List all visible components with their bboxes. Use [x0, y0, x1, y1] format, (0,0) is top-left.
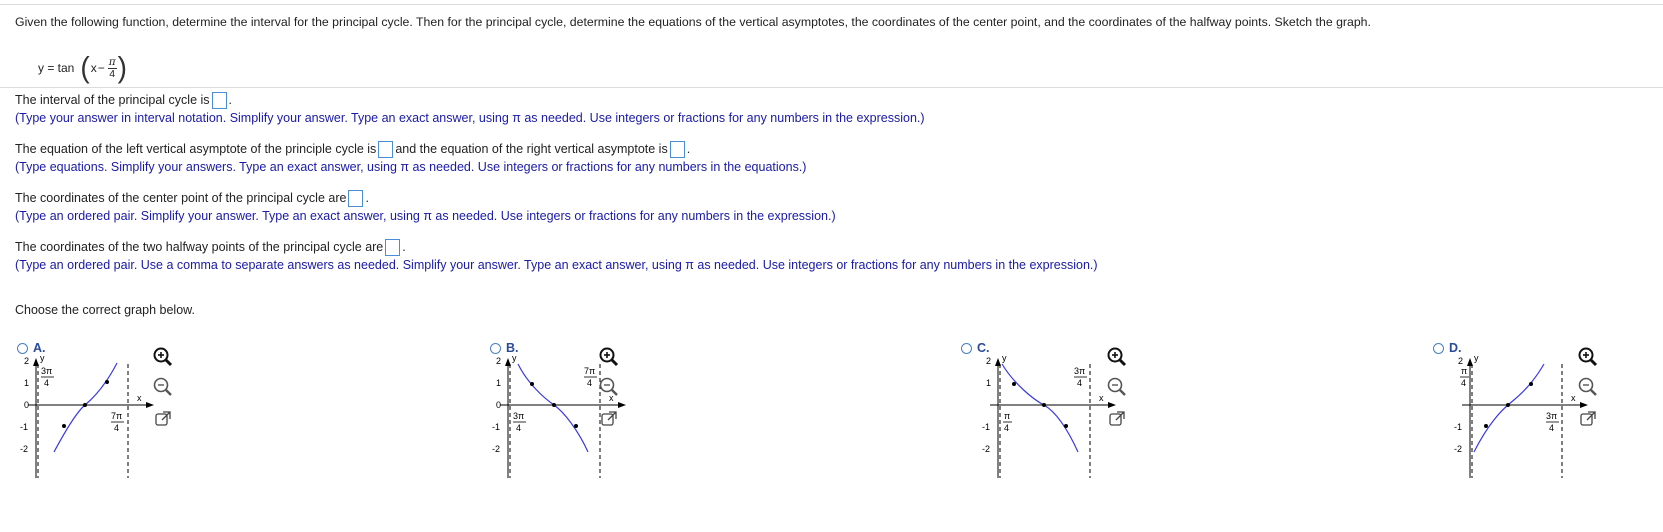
graph-b-ytick-neg2: -2: [492, 444, 501, 454]
top-divider: [0, 4, 1663, 5]
graph-a-ytick-neg2: -2: [20, 444, 29, 454]
function-minus: −: [97, 61, 105, 75]
zoom-in-icon[interactable]: [598, 346, 620, 368]
graph-c-frac-right-num: 3π: [1074, 366, 1086, 376]
graph-b-ylabel: y: [512, 353, 517, 363]
zoom-out-icon[interactable]: [598, 376, 620, 398]
graph-c: [982, 353, 1116, 478]
graph-b-ytick-neg1: -1: [492, 422, 501, 432]
halfway-period: .: [402, 240, 406, 254]
graph-c-ytick-2: 2: [986, 356, 992, 366]
option-d-label: D.: [1449, 341, 1462, 355]
option-d[interactable]: [1433, 341, 1462, 355]
graph-d-frac-right-num: 3π: [1546, 411, 1558, 421]
popout-icon[interactable]: [152, 408, 174, 430]
radio-a[interactable]: [17, 343, 28, 354]
function-expression: [38, 50, 128, 86]
option-c[interactable]: [961, 341, 990, 355]
graph-a-ytick-2: 2: [24, 356, 30, 366]
zoom-in-icon[interactable]: [152, 346, 174, 368]
graph-b-xlabel: x: [609, 393, 614, 403]
graph-c-frac-left-num: π: [1004, 411, 1011, 421]
part-interval: [15, 91, 925, 127]
center-prompt: The coordinates of the center point of the principal cycle are: [15, 191, 347, 205]
graph-a-ytick-1: 1: [24, 378, 30, 388]
halfway-hint: (Type an ordered pair. Use a comma to separate answers as needed. Simplify your answer. Type an exact answer, using π as needed. Use integers or fractions for any numbers in the expression.): [15, 258, 1098, 272]
asymptote-period: .: [686, 142, 691, 156]
graph-b-frac-right-den: 4: [587, 378, 593, 388]
popout-icon[interactable]: [1106, 408, 1128, 430]
function-lhs: y = tan: [38, 61, 75, 75]
graph-b-ytick-0: 0: [496, 400, 502, 410]
graph-a-ylabel: y: [40, 353, 45, 363]
interval-hint: (Type your answer in interval notation. Simplify your answer. Type an exact answer, using π as needed. Use integers or fractions for any numbers in the expression.): [15, 111, 925, 125]
zoom-in-icon[interactable]: [1577, 346, 1599, 368]
graph-d-ytick-neg1: -1: [1454, 422, 1463, 432]
graph-d-ylabel: y: [1474, 353, 1479, 363]
graph-a-xlabel: x: [137, 393, 142, 403]
graph-d-frac-right-den: 4: [1549, 423, 1555, 433]
left-asymptote-answer-box[interactable]: [378, 141, 393, 158]
graph-a-frac-right-den: 4: [114, 423, 120, 433]
graph-a-ytick-0: 0: [24, 400, 30, 410]
graph-d: [1454, 353, 1588, 478]
function-fraction: [108, 57, 117, 80]
graph-a-frac-left-num: 3π: [41, 366, 53, 376]
question-text: Given the following function, determine the interval for the principal cycle. Then for the principal cycle, determine the equations of the vertical asymptotes, the coordinates of the center point, and the coordinates of the halfway points. Sketch the graph.: [15, 15, 1371, 29]
zoom-in-icon[interactable]: [1106, 346, 1128, 368]
part-asymptotes: [15, 140, 806, 176]
asymptote-right-prompt: and the equation of the right vertical asymptote is: [395, 142, 668, 156]
interval-answer-box[interactable]: [212, 92, 227, 109]
option-b-label: B.: [506, 341, 519, 355]
asymptote-left-prompt: The equation of the left vertical asymptote of the principle cycle is: [15, 142, 377, 156]
interval-prompt: The interval of the principal cycle is: [15, 93, 210, 107]
choose-instruction: Choose the correct graph below.: [15, 303, 195, 317]
graph-d-xlabel: x: [1571, 393, 1576, 403]
graph-a-ytick-neg1: -1: [20, 422, 29, 432]
graph-c-frac-right-den: 4: [1077, 378, 1083, 388]
part-center: [15, 189, 836, 225]
option-c-label: C.: [977, 341, 990, 355]
function-x: x: [90, 61, 97, 75]
fraction-denominator: 4: [109, 67, 116, 80]
center-hint: (Type an ordered pair. Simplify your answer. Type an exact answer, using π as needed. Use integers or fractions for any numbers in the expression.): [15, 209, 836, 223]
radio-c[interactable]: [961, 343, 972, 354]
radio-b[interactable]: [490, 343, 501, 354]
graph-d-frac-left-num: π: [1461, 366, 1468, 376]
graph-b-frac-left-den: 4: [516, 423, 522, 433]
option-a-label: A.: [33, 341, 46, 355]
graph-d-frac-left-den: 4: [1461, 378, 1467, 388]
graph-b-ytick-2: 2: [496, 356, 502, 366]
popout-icon[interactable]: [598, 408, 620, 430]
halfway-prompt: The coordinates of the two halfway points of the principal cycle are: [15, 240, 384, 254]
graph-c-ytick-1: 1: [986, 378, 992, 388]
radio-d[interactable]: [1433, 343, 1444, 354]
graph-c-ytick-neg1: -1: [982, 422, 991, 432]
graph-a: [20, 353, 154, 478]
halfway-answer-box[interactable]: [385, 239, 400, 256]
left-paren: (: [80, 51, 90, 84]
graph-a-frac-right-num: 7π: [111, 411, 123, 421]
fraction-numerator: π: [108, 55, 116, 68]
graph-d-ytick-2: 2: [1458, 356, 1464, 366]
right-asymptote-answer-box[interactable]: [670, 141, 685, 158]
zoom-out-icon[interactable]: [1577, 376, 1599, 398]
part-halfway: [15, 238, 1098, 274]
graph-a-frac-left-den: 4: [44, 378, 50, 388]
graph-c-frac-left-den: 4: [1004, 423, 1010, 433]
graph-d-ytick-neg2: -2: [1454, 444, 1463, 454]
graph-b-ytick-1: 1: [496, 378, 502, 388]
right-paren: ): [117, 51, 127, 84]
graph-c-ytick-neg2: -2: [982, 444, 991, 454]
section-divider: [0, 87, 1663, 88]
graph-b-frac-right-num: 7π: [584, 366, 596, 376]
graph-b-frac-left-num: 3π: [513, 411, 525, 421]
popout-icon[interactable]: [1577, 408, 1599, 430]
graph-c-xlabel: x: [1099, 393, 1104, 403]
interval-period: .: [228, 93, 233, 107]
graph-c-ylabel: y: [1002, 353, 1007, 363]
zoom-out-icon[interactable]: [152, 376, 174, 398]
center-period: .: [365, 191, 369, 205]
asymptote-hint: (Type equations. Simplify your answers. Type an exact answer, using π as needed. Use integers or fractions for any numbers in the equations.): [15, 160, 807, 174]
zoom-out-icon[interactable]: [1106, 376, 1128, 398]
center-answer-box[interactable]: [348, 190, 363, 207]
